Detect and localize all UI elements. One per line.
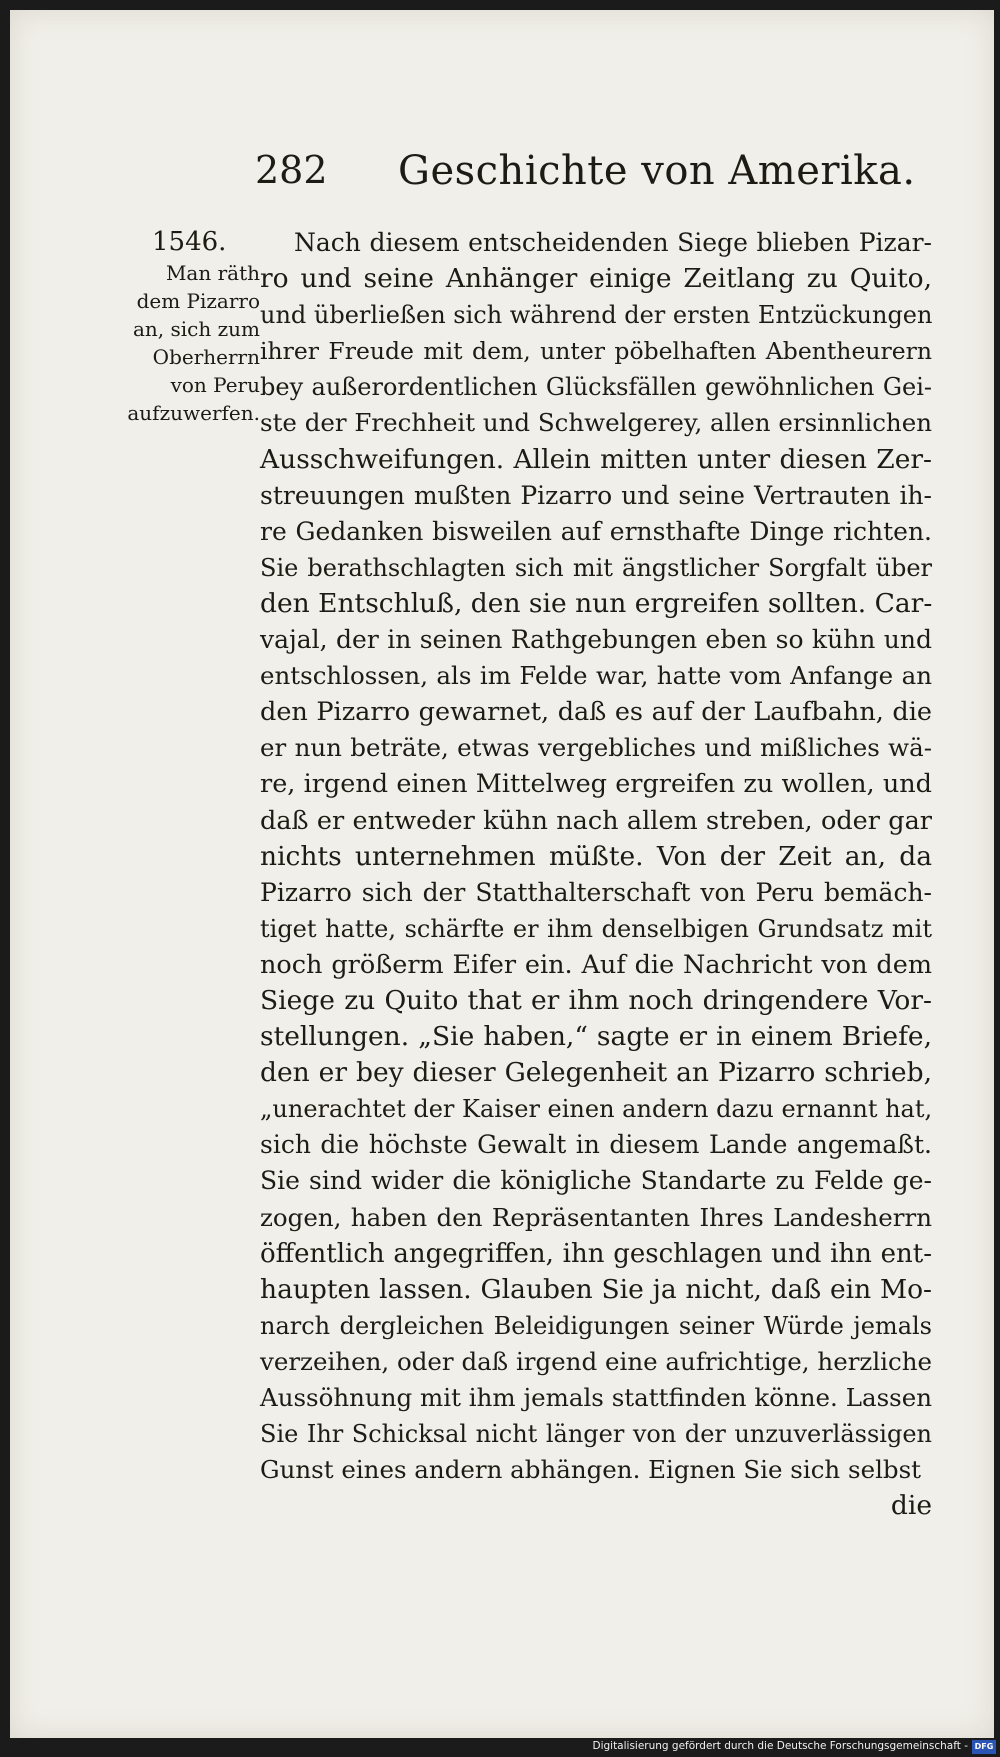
margin-note-line: aufzuwerfen. — [127, 401, 260, 425]
body-text — [260, 225, 932, 1524]
text-line: den Entschluß, den sie nun ergreifen sollten. Car- — [260, 587, 933, 619]
text-line: verzeihen, oder daß irgend eine aufrichtige, herzliche — [260, 1346, 932, 1376]
text-line: re, irgend einen Mittelweg ergreifen zu wollen, und — [260, 769, 932, 800]
text-line: narch dergleichen Beleidigungen seiner Würde jemals — [260, 1311, 932, 1340]
book-page — [10, 10, 994, 1738]
text-line: ro und seine Anhänger einige Zeitlang zu Quito, — [260, 263, 932, 295]
text-line: daß er entweder kühn nach allem streben, oder gar — [260, 805, 932, 836]
margin-note-line: an, sich zum — [132, 317, 260, 341]
text-line: ihrer Freude mit dem, unter pöbelhaften Abentheurern — [260, 337, 932, 366]
text-line: bey außerordentlichen Glücksfällen gewöhnlichen Gei- — [260, 373, 932, 402]
text-line: er nun beträte, etwas vergebliches und mißliches wä- — [260, 733, 932, 763]
margin-note-line: Man räth — [165, 261, 260, 285]
margin-note-line: dem Pizarro — [136, 289, 260, 313]
text-line: stellungen. „Sie haben,“ sagte er in einem Briefe, — [260, 1021, 932, 1053]
text-line: Sie Ihr Schicksal nicht länger von der unzuverlässigen — [260, 1420, 932, 1449]
dfg-logo: DFG — [972, 1740, 996, 1754]
catchword: die — [890, 1490, 932, 1522]
text-line: öffentlich angegriffen, ihn geschlagen und ihn ent- — [260, 1238, 932, 1269]
text-line: Ausschweifungen. Allein mitten unter diesen Zer- — [260, 443, 932, 475]
page-number: 282 — [255, 148, 328, 192]
text-line: ste der Frechheit und Schwelgerey, allen ersinnlichen — [260, 408, 932, 438]
text-line: Sie sind wider die königliche Standarte zu Felde ge- — [260, 1166, 932, 1196]
text-line: Aussöhnung mit ihm jemals stattfinden könne. Lassen — [260, 1383, 932, 1412]
text-line: den er bey dieser Gelegenheit an Pizarro schrieb, — [260, 1057, 932, 1089]
text-line: zogen, haben den Repräsentanten Ihres Landesherrn — [260, 1202, 932, 1232]
margin-note-line: von Peru — [170, 373, 260, 397]
text-line: sich die höchste Gewalt in diesem Lande angemaßt. — [260, 1130, 932, 1160]
text-line: re Gedanken bisweilen auf ernsthafte Dinge richten. — [260, 516, 932, 546]
margin-year: 1546. — [152, 227, 227, 257]
page-header — [10, 148, 994, 198]
margin-note-line: Oberherrn — [152, 345, 260, 369]
funding-credit: Digitalisierung gefördert durch die Deutsche Forschungsgemeinschaft - — [592, 1740, 968, 1752]
text-line: entschlossen, als im Felde war, hatte vom Anfange an — [260, 661, 932, 691]
margin-note — [90, 225, 260, 427]
running-title: Geschichte von Amerika. — [398, 148, 916, 194]
footer-bar — [0, 1738, 1000, 1757]
text-line: tiget hatte, schärfte er ihm denselbigen Grundsatz mit — [260, 914, 932, 943]
text-line: haupten lassen. Glauben Sie ja nicht, daß ein Mo- — [260, 1273, 932, 1305]
text-line: Sie berathschlagten sich mit ängstlicher Sorgfalt über — [260, 553, 932, 582]
text-line: Gunst eines andern abhängen. Eignen Sie sich selbst — [260, 1455, 922, 1485]
text-line: streuungen mußten Pizarro und seine Vertrauten ih- — [260, 480, 932, 510]
text-line: Siege zu Quito that er ihm noch dringendere Vor- — [260, 984, 932, 1016]
text-line: und überließen sich während der ersten Entzückungen — [260, 301, 933, 330]
text-line: den Pizarro gewarnet, daß es auf der Laufbahn, die — [260, 697, 932, 728]
text-line: vajal, der in seinen Rathgebungen eben so kühn und — [260, 625, 932, 655]
text-line: noch größerm Eifer ein. Auf die Nachricht von dem — [260, 949, 932, 980]
text-line: Nach diesem entscheidenden Siege blieben Pizar- — [294, 228, 932, 257]
text-line: „unerachtet der Kaiser einen andern dazu ernannt hat, — [260, 1095, 933, 1124]
text-line: Pizarro sich der Statthalterschaft von Peru bemäch- — [260, 877, 932, 907]
text-line: nichts unternehmen müßte. Von der Zeit an, da — [260, 840, 932, 872]
